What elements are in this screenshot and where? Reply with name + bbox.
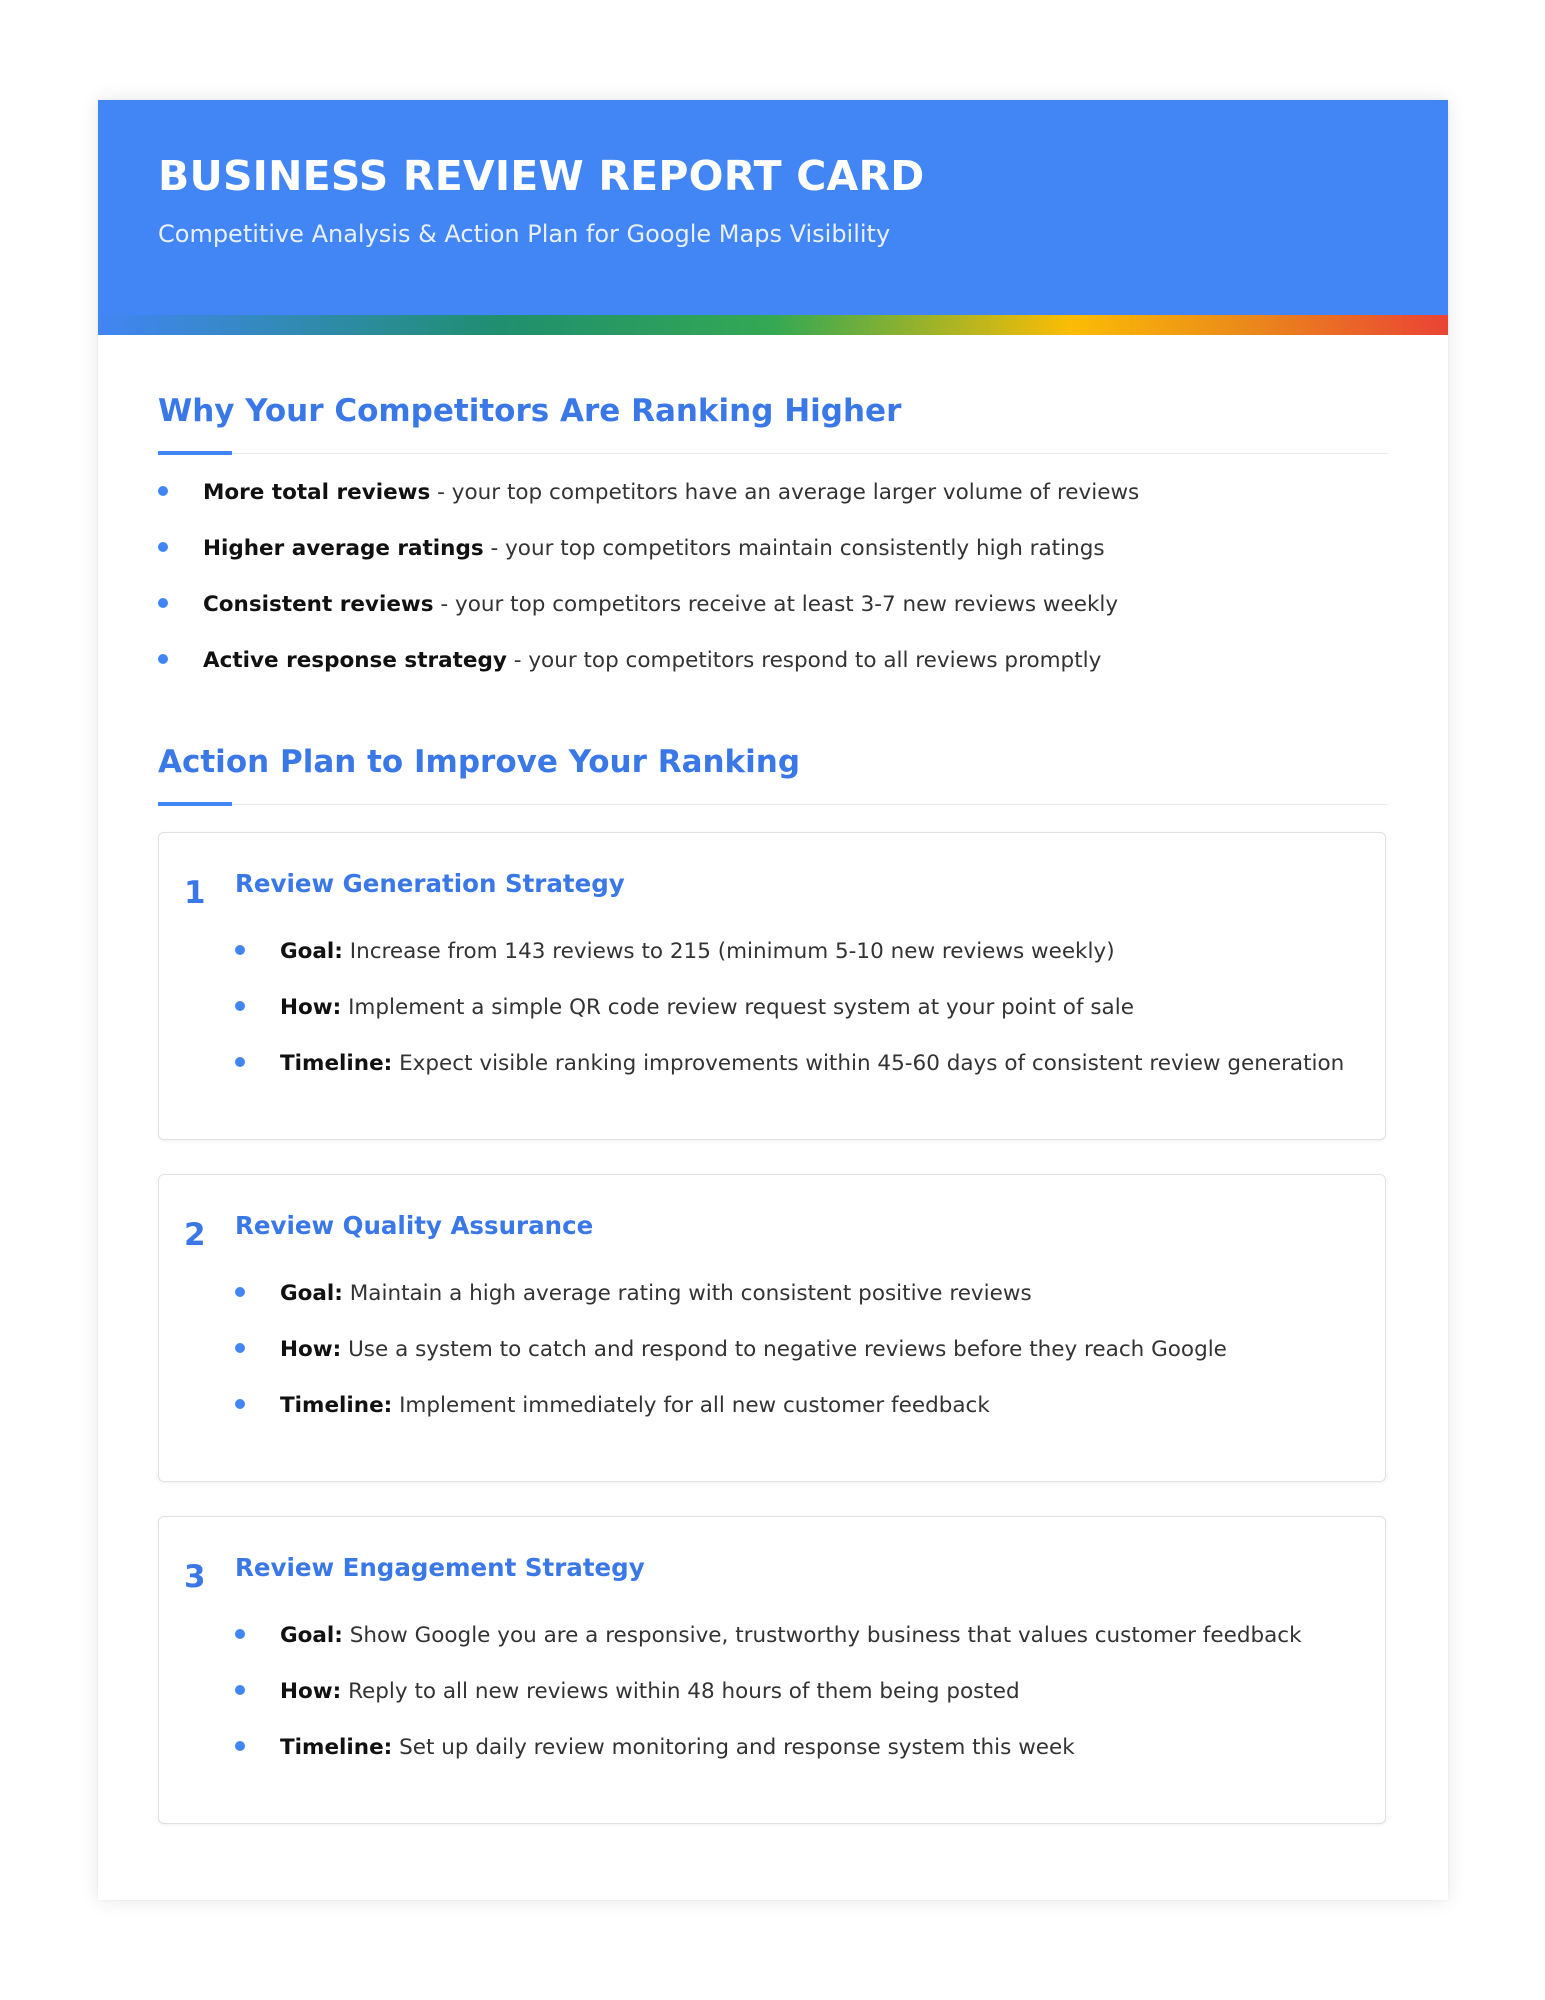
reason-text: - your top competitors have an average larger volume of reviews [430, 480, 1140, 505]
step-items-list [235, 939, 1344, 1107]
item-text: Reply to all new reviews within 48 hours of them being posted [341, 1679, 1020, 1704]
list-item [158, 480, 1139, 536]
step-number: 2 [184, 1217, 206, 1253]
item-label: How: [280, 995, 342, 1020]
list-item [235, 1623, 1302, 1679]
list-item [158, 536, 1139, 592]
list-item [158, 648, 1139, 704]
step-number: 1 [184, 875, 206, 911]
bullet-dot-icon [235, 1629, 245, 1639]
list-item [235, 1393, 1227, 1449]
bullet-dot-icon [158, 598, 168, 608]
list-item [235, 1281, 1227, 1337]
list-item [235, 1679, 1302, 1735]
item-label: Goal: [280, 1281, 343, 1306]
reason-label: Active response strategy [203, 648, 507, 673]
bullet-dot-icon [158, 542, 168, 552]
step-number: 3 [184, 1559, 206, 1595]
bullet-dot-icon [158, 486, 168, 496]
bullet-dot-icon [235, 1001, 245, 1011]
item-label: Timeline: [280, 1051, 393, 1076]
item-label: Goal: [280, 939, 343, 964]
step-items-list [235, 1623, 1302, 1791]
item-text: Set up daily review monitoring and response system this week [392, 1735, 1075, 1760]
item-label: How: [280, 1337, 342, 1362]
reason-text: - your top competitors maintain consistently high ratings [483, 536, 1105, 561]
reason-text: - your top competitors receive at least 3-7 new reviews weekly [433, 592, 1119, 617]
reason-label: Consistent reviews [203, 592, 434, 617]
report-card [98, 100, 1448, 1900]
competitor-reasons-list [158, 480, 1139, 704]
report-title: BUSINESS REVIEW REPORT CARD [158, 152, 925, 200]
bullet-dot-icon [235, 1741, 245, 1751]
bullet-dot-icon [235, 1399, 245, 1409]
report-header [98, 100, 1448, 315]
step-card-quality-assurance [158, 1174, 1386, 1482]
bullet-dot-icon [235, 1057, 245, 1067]
item-text: Expect visible ranking improvements within 45-60 days of consistent review generation [392, 1051, 1345, 1076]
list-item [235, 1051, 1344, 1107]
item-text: Show Google you are a responsive, trustworthy business that values customer feedback [342, 1623, 1302, 1648]
step-card-engagement [158, 1516, 1386, 1824]
item-text: Implement immediately for all new customer feedback [392, 1393, 990, 1418]
step-title: Review Quality Assurance [235, 1211, 594, 1240]
action-plan-section-heading [158, 744, 1388, 805]
step-title: Review Generation Strategy [235, 869, 625, 898]
item-text: Maintain a high average rating with consistent positive reviews [342, 1281, 1032, 1306]
item-label: How: [280, 1679, 342, 1704]
bullet-dot-icon [235, 1685, 245, 1695]
item-label: Timeline: [280, 1735, 393, 1760]
list-item [158, 592, 1139, 648]
bullet-dot-icon [235, 1343, 245, 1353]
item-text: Use a system to catch and respond to negative reviews before they reach Google [341, 1337, 1227, 1362]
reason-label: More total reviews [203, 480, 431, 505]
color-gradient-divider [98, 315, 1448, 335]
item-text: Implement a simple QR code review request system at your point of sale [341, 995, 1134, 1020]
action-plan-section-title: Action Plan to Improve Your Ranking [158, 744, 801, 780]
list-item [235, 995, 1344, 1051]
report-subtitle: Competitive Analysis & Action Plan for Google Maps Visibility [158, 220, 891, 248]
step-card-review-generation [158, 832, 1386, 1140]
competitors-section-heading [158, 393, 1388, 454]
step-items-list [235, 1281, 1227, 1449]
heading-accent-underline [158, 802, 232, 806]
step-title: Review Engagement Strategy [235, 1553, 645, 1582]
item-label: Timeline: [280, 1393, 393, 1418]
list-item [235, 1735, 1302, 1791]
reason-text: - your top competitors respond to all reviews promptly [506, 648, 1102, 673]
bullet-dot-icon [235, 945, 245, 955]
bullet-dot-icon [235, 1287, 245, 1297]
list-item [235, 1337, 1227, 1393]
item-text: Increase from 143 reviews to 215 (minimum 5-10 new reviews weekly) [342, 939, 1115, 964]
heading-accent-underline [158, 451, 232, 455]
item-label: Goal: [280, 1623, 343, 1648]
list-item [235, 939, 1344, 995]
competitors-section-title: Why Your Competitors Are Ranking Higher [158, 393, 902, 429]
bullet-dot-icon [158, 654, 168, 664]
reason-label: Higher average ratings [203, 536, 484, 561]
